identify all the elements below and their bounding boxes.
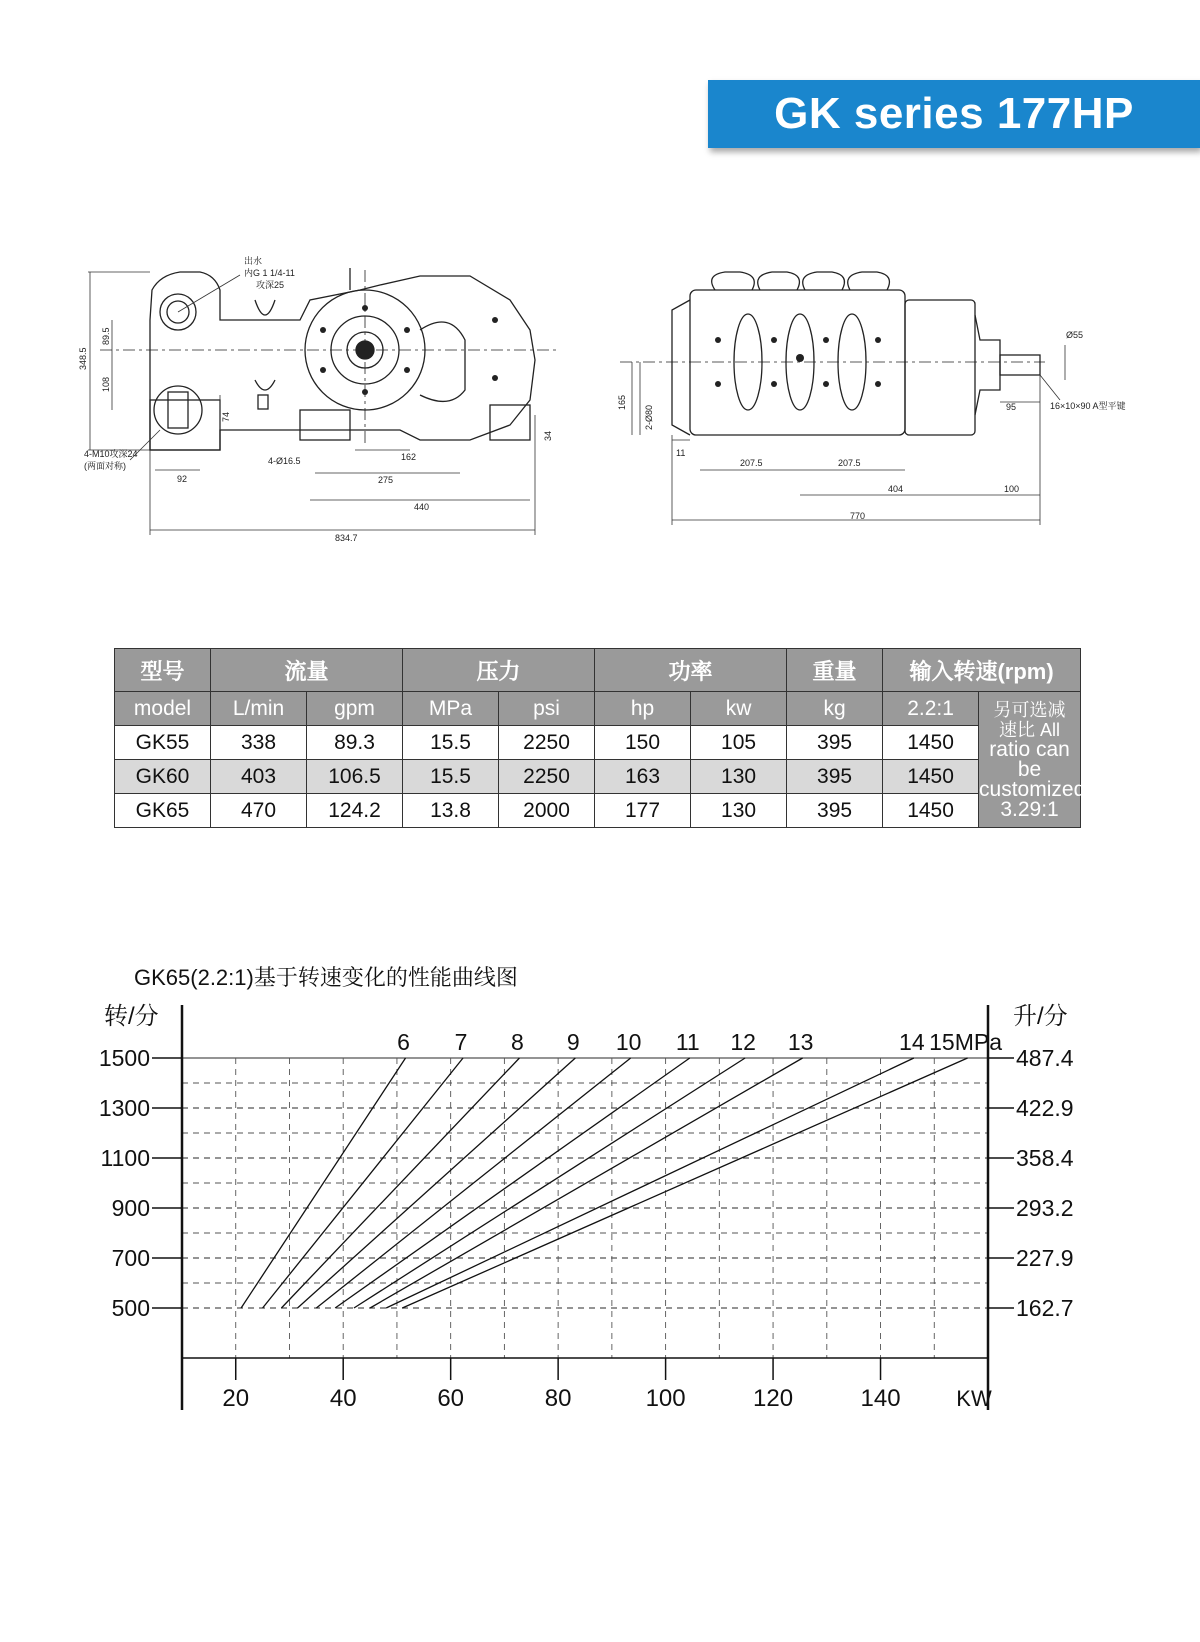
y-tick-label-right: 358.4	[1016, 1145, 1074, 1171]
series-line	[402, 1058, 967, 1308]
note-line: ratio can be	[989, 737, 1070, 781]
series-label: 15MPa	[929, 1029, 1003, 1055]
chart-title: GK65(2.2:1)基于转速变化的性能曲线图	[134, 965, 518, 990]
label-key: 16×10×90 A型平键	[1050, 401, 1126, 411]
table-cell: 2250	[499, 760, 595, 794]
table-cell: 106.5	[307, 760, 403, 794]
series-label: 14	[899, 1029, 925, 1055]
series-label: 11	[675, 1029, 700, 1055]
y-tick-label-left: 500	[111, 1295, 150, 1321]
table-cell: 163	[595, 760, 691, 794]
series-label: 12	[730, 1029, 756, 1055]
performance-chart	[0, 940, 1200, 1420]
label-shaft-dia: Ø55	[1066, 330, 1084, 340]
series-label: 9	[566, 1029, 580, 1055]
x-tick-label: 80	[544, 1385, 572, 1412]
header-input-speed: 输入转速(rpm)	[883, 649, 1081, 692]
x-tick-label: 120	[753, 1385, 794, 1412]
header-weight: 重量	[787, 649, 883, 692]
dim-34: 34	[543, 430, 553, 441]
header-flow: 流量	[211, 649, 403, 692]
dim-404: 404	[888, 484, 904, 494]
note-line: customized	[979, 777, 1086, 801]
y-tick-label-left: 1300	[98, 1095, 150, 1121]
dim-162: 162	[401, 452, 417, 462]
dim-11: 11	[676, 448, 686, 458]
unit-ratio: 2.2:1	[883, 692, 979, 726]
label-bolt-note: (两面对称)	[84, 461, 126, 471]
dim-92: 92	[177, 474, 188, 484]
label-bolt: 4-M10攻深24	[84, 449, 138, 459]
table-cell: 470	[211, 794, 307, 828]
y-tick-label-right: 227.9	[1016, 1245, 1074, 1271]
dim-207-5-a: 207.5	[740, 458, 763, 468]
unit-kw: kw	[691, 692, 787, 726]
label-outlet: 出水	[244, 256, 263, 266]
x-tick-label: 100	[645, 1385, 686, 1412]
y-tick-label-right: 293.2	[1016, 1195, 1074, 1221]
page-title: GK series 177HP	[774, 89, 1134, 138]
pump-side-view-drawing	[80, 250, 580, 550]
pump-top-view-drawing	[610, 265, 1126, 535]
series-label: 7	[454, 1029, 468, 1055]
table-cell: GK65	[115, 794, 211, 828]
table-cell: 177	[595, 794, 691, 828]
table-cell: 130	[691, 760, 787, 794]
table-cell: 395	[787, 760, 883, 794]
y-tick-label-left: 700	[111, 1245, 150, 1271]
table-cell: 2250	[499, 726, 595, 760]
dim-770: 770	[850, 511, 866, 521]
table-cell: 105	[691, 726, 787, 760]
table-cell: 150	[595, 726, 691, 760]
label-holes-right: 2-Ø80	[644, 404, 654, 430]
y-tick-label-left: 1500	[98, 1045, 150, 1071]
table-cell: 1450	[883, 726, 979, 760]
dim-108: 108	[101, 376, 111, 392]
table-cell: 124.2	[307, 794, 403, 828]
y-tick-label-left: 900	[111, 1195, 150, 1221]
table-cell: 130	[691, 794, 787, 828]
x-tick-label: 20	[222, 1385, 250, 1412]
table-cell: 13.8	[403, 794, 499, 828]
spec-table	[114, 648, 1086, 828]
y-tick-label-right: 487.4	[1016, 1045, 1074, 1071]
table-cell: 2000	[499, 794, 595, 828]
table-row	[115, 794, 1081, 828]
y-tick-label-right: 162.7	[1016, 1295, 1074, 1321]
note-line: 3.29:1	[1000, 797, 1059, 821]
header-model-cn: 型号	[115, 649, 211, 692]
title-banner	[708, 80, 1200, 148]
x-axis-label: KW	[956, 1386, 992, 1411]
unit-lmin: L/min	[211, 692, 307, 726]
y-tick-label-left: 1100	[100, 1145, 150, 1171]
y-axis-label-right: 升/分	[1013, 1003, 1068, 1030]
dim-100: 100	[1004, 484, 1020, 494]
label-holes: 4-Ø16.5	[268, 456, 301, 466]
dim-834-7: 834.7	[335, 533, 358, 543]
x-tick-label: 140	[860, 1385, 901, 1412]
dim-89-5: 89.5	[101, 327, 111, 345]
series-label: 13	[787, 1029, 814, 1055]
table-cell: 15.5	[403, 726, 499, 760]
unit-psi: psi	[499, 692, 595, 726]
unit-gpm: gpm	[307, 692, 403, 726]
note-line: 另可选减	[993, 699, 1066, 720]
table-cell: 15.5	[403, 760, 499, 794]
dim-74: 74	[221, 411, 231, 422]
table-cell: 395	[787, 794, 883, 828]
table-cell: 1450	[883, 760, 979, 794]
unit-model: model	[115, 692, 211, 726]
chart-tick-labels	[99, 1029, 1074, 1412]
table-cell: GK55	[115, 726, 211, 760]
table-cell: 89.3	[307, 726, 403, 760]
table-row	[115, 760, 1081, 794]
dim-275: 275	[378, 475, 394, 485]
header-power: 功率	[595, 649, 787, 692]
dim-348-5: 348.5	[78, 347, 88, 370]
header-pressure: 压力	[403, 649, 595, 692]
x-tick-label: 40	[329, 1385, 357, 1412]
dim-207-5-b: 207.5	[838, 458, 861, 468]
x-tick-label: 60	[437, 1385, 465, 1412]
dim-440: 440	[414, 502, 430, 512]
table-cell: 338	[211, 726, 307, 760]
series-label: 6	[397, 1029, 410, 1055]
table-cell: 395	[787, 726, 883, 760]
y-axis-label-left: 转/分	[104, 1003, 159, 1030]
y-tick-label-right: 422.9	[1016, 1095, 1074, 1121]
table-cell: GK60	[115, 760, 211, 794]
series-label: 10	[615, 1029, 642, 1055]
label-tap-depth: 攻深25	[256, 280, 285, 290]
note-line: 速比 All	[999, 719, 1061, 740]
dim-95: 95	[1006, 402, 1017, 412]
dim-165: 165	[617, 394, 627, 410]
table-row	[115, 726, 1081, 760]
label-thread: 内G 1 1/4-11	[244, 268, 295, 278]
unit-mpa: MPa	[403, 692, 499, 726]
table-cell: 1450	[883, 794, 979, 828]
unit-hp: hp	[595, 692, 691, 726]
table-cell: 403	[211, 760, 307, 794]
ratio-note	[979, 692, 1086, 828]
series-label: 8	[511, 1029, 524, 1055]
unit-kg: kg	[787, 692, 883, 726]
